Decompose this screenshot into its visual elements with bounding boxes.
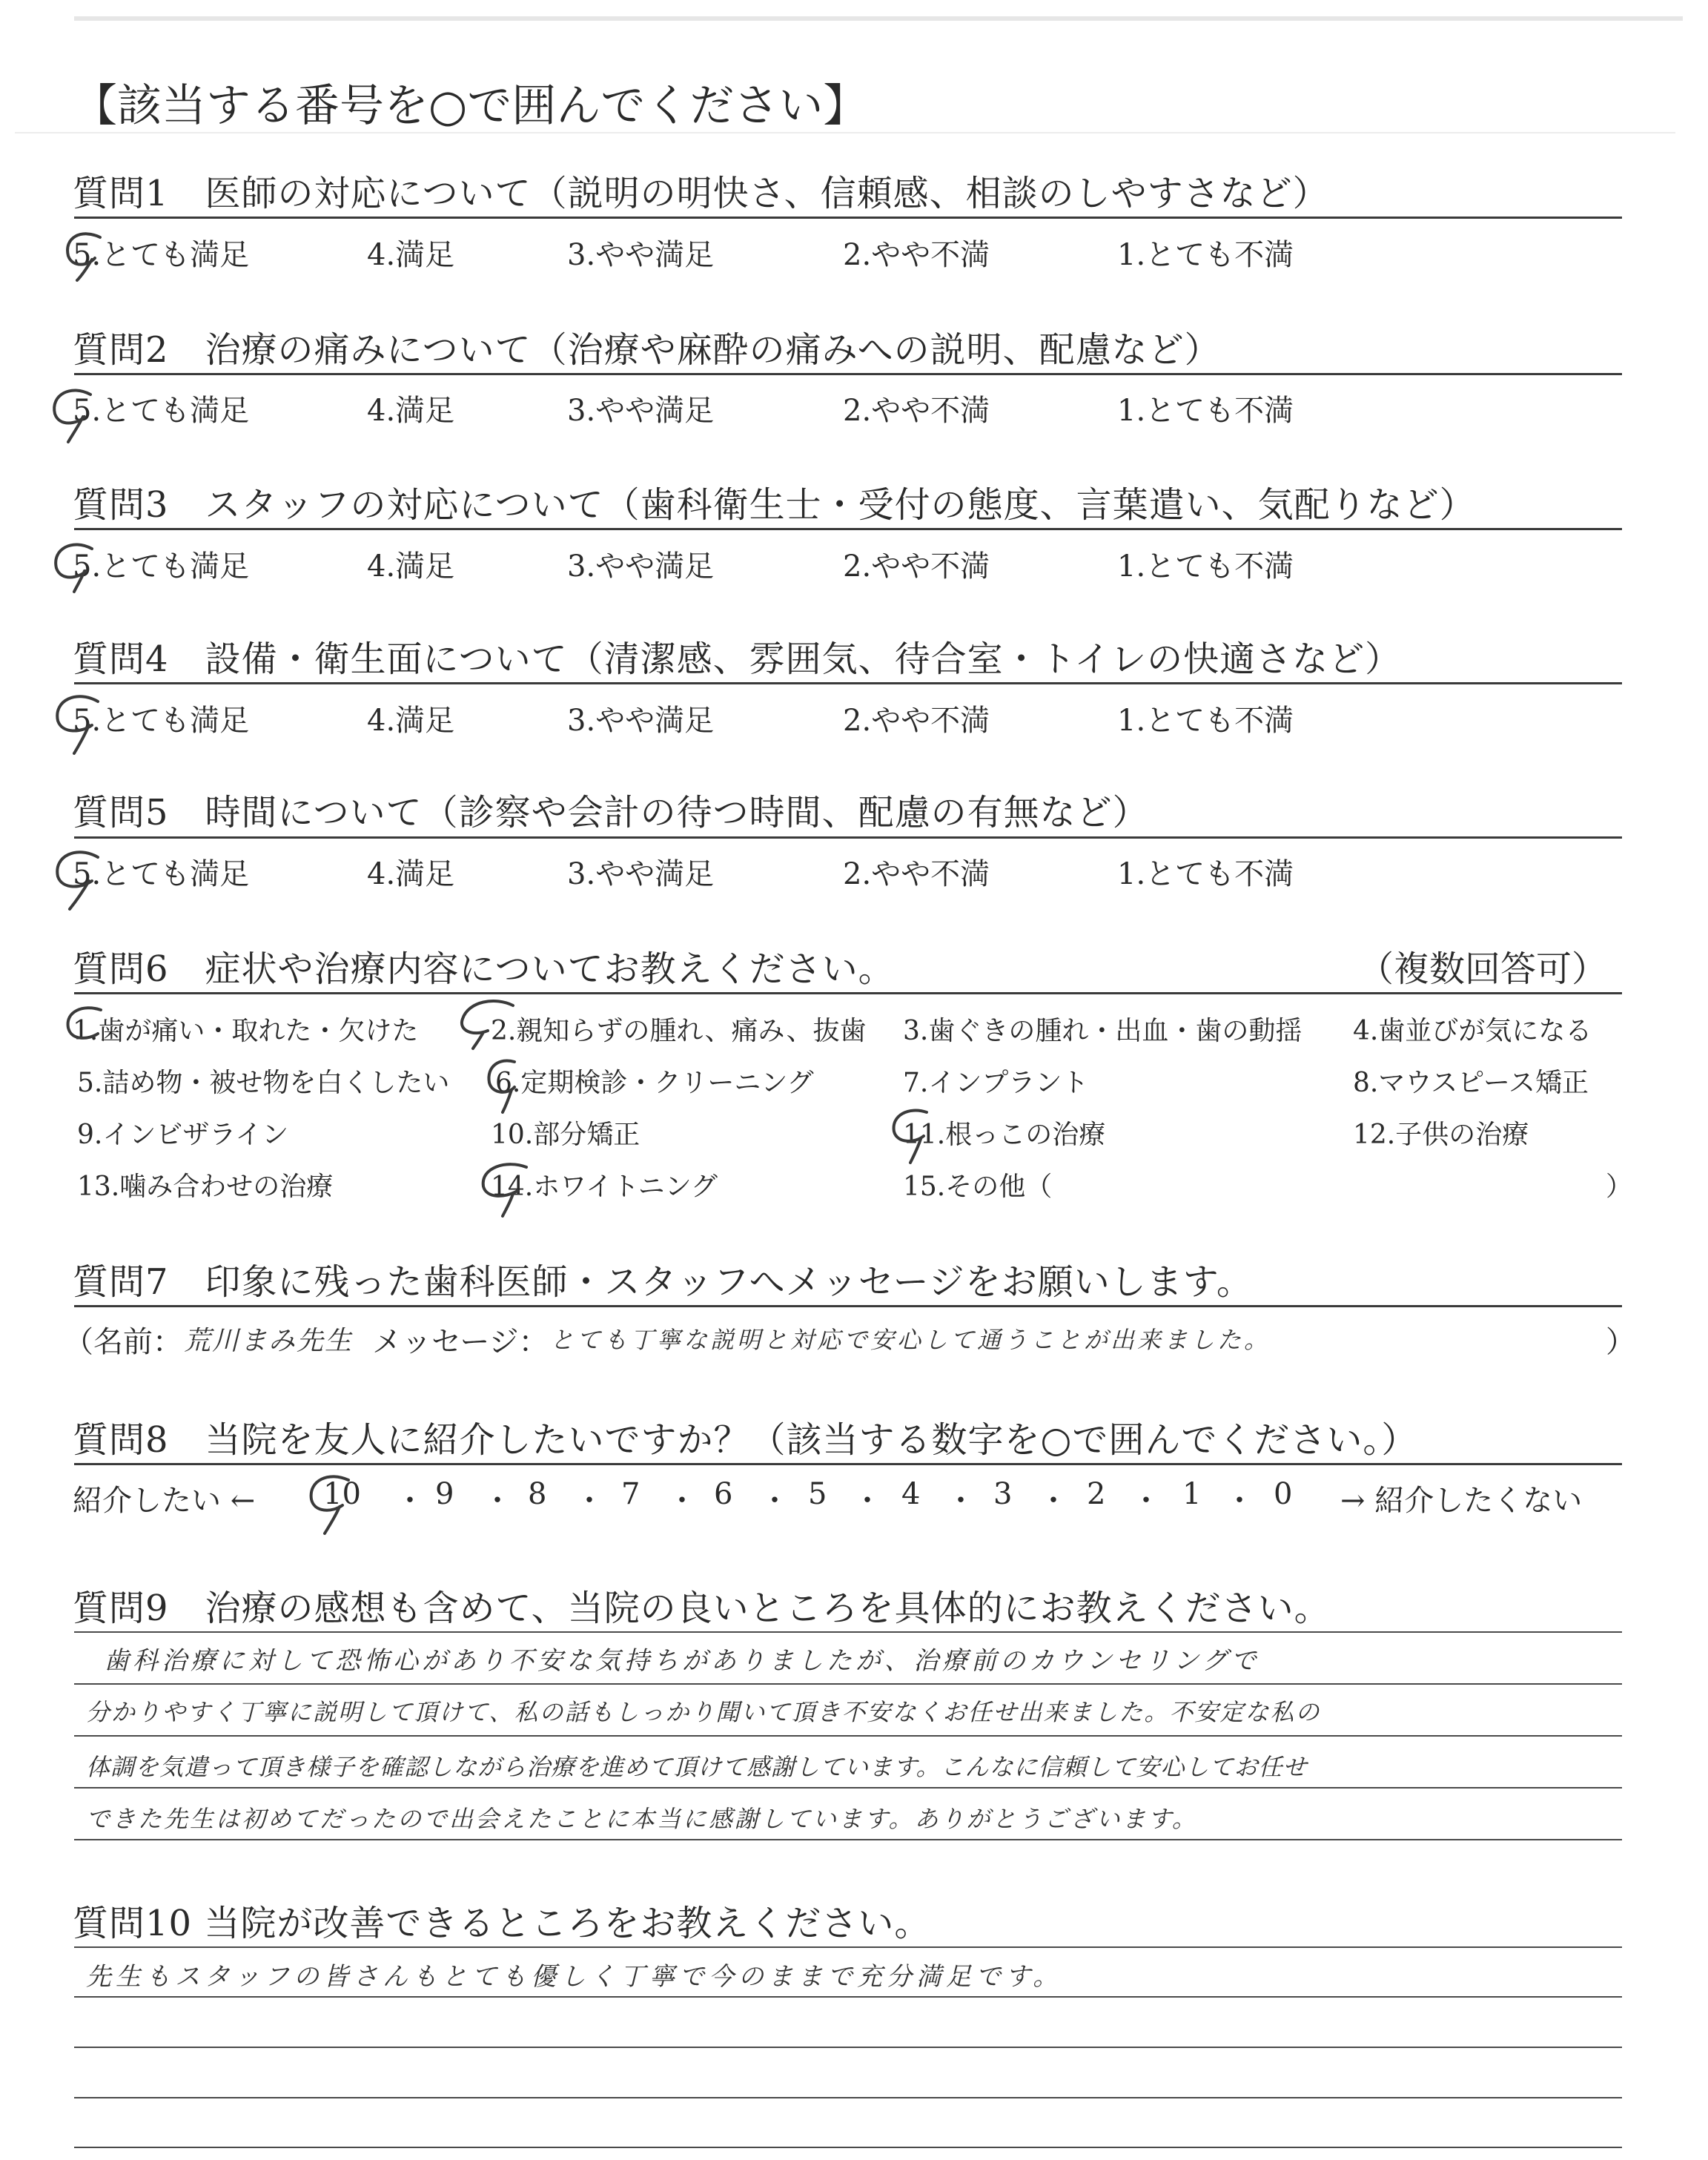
- q8-dot: ・: [667, 1484, 697, 1518]
- q2-option-5[interactable]: 5.とても満足: [73, 394, 250, 428]
- q4-option-5[interactable]: 5.とても満足: [73, 704, 250, 738]
- q8-scale-4[interactable]: 4: [901, 1477, 921, 1511]
- q5-circle-mark: [49, 839, 123, 914]
- question-10-title: 質問10 当院が改善できるところをお教えください。: [73, 1903, 931, 1944]
- question-6-note: （複数回答可）: [1358, 948, 1608, 990]
- q7-name-label: （名前：: [64, 1325, 182, 1359]
- q8-scale-8[interactable]: 8: [528, 1477, 547, 1511]
- q5-option-1[interactable]: 1.とても不満: [1117, 857, 1294, 891]
- question-2-rule: [74, 373, 1622, 375]
- q10-answer-line-1: 先生もスタッフの皆さんもとても優しく丁寧で今のままで充分満足です。: [86, 1962, 1063, 1992]
- q10-rule-4: [74, 2147, 1622, 2148]
- q2-option-2[interactable]: 2.やや不満: [843, 394, 990, 428]
- q8-scale-3[interactable]: 3: [993, 1477, 1013, 1511]
- q7-message-label: メッセージ：: [372, 1325, 549, 1359]
- q8-scale-10[interactable]: 10: [323, 1477, 361, 1511]
- q2-option-3[interactable]: 3.やや満足: [567, 394, 715, 428]
- q3-circle-mark: [47, 532, 114, 599]
- q6-option-2[interactable]: 2.親知らずの腫れ、痛み、抜歯: [491, 1016, 867, 1046]
- q8-scale-7[interactable]: 7: [621, 1477, 640, 1511]
- q10-rule-0: [74, 1946, 1622, 1948]
- q9-rule-0: [74, 1631, 1622, 1633]
- q2-option-4[interactable]: 4.満足: [367, 394, 455, 428]
- q8-right-label: → 紹介したくない: [1340, 1484, 1583, 1518]
- q9-rule-2: [74, 1735, 1622, 1737]
- q8-10-circle-mark: [302, 1467, 369, 1541]
- q8-scale-0[interactable]: 0: [1274, 1477, 1293, 1511]
- q3-option-1[interactable]: 1.とても不満: [1117, 549, 1294, 584]
- q8-dot: ・: [1225, 1484, 1254, 1518]
- q9-answer-line-2: 分かりやすく丁寧に説明して頂けて、私の話もしっかり聞いて頂き不安なくお任せ出来ました。不安定な私の: [86, 1698, 1321, 1726]
- q6-1-circle-mark: [59, 1001, 126, 1053]
- question-1-rule: [74, 217, 1622, 219]
- q8-scale-5[interactable]: 5: [808, 1477, 827, 1511]
- q4-option-4[interactable]: 4.満足: [367, 704, 455, 738]
- q8-dot: ・: [1131, 1484, 1161, 1518]
- q5-option-4[interactable]: 4.満足: [367, 857, 455, 891]
- question-5-rule: [74, 836, 1622, 839]
- q9-rule-1: [74, 1683, 1622, 1685]
- q5-option-3[interactable]: 3.やや満足: [567, 857, 715, 891]
- q6-option-14[interactable]: 14.ホワイトニング: [491, 1172, 718, 1202]
- q6-2-circle-mark: [454, 994, 520, 1060]
- page-title: 【該当する番号を○で囲んでください】: [73, 80, 868, 132]
- q6-14-circle-mark: [474, 1157, 541, 1223]
- question-4-rule: [74, 682, 1622, 684]
- q8-dot: ・: [946, 1484, 976, 1518]
- q9-rule-4: [74, 1839, 1622, 1840]
- q10-rule-2: [74, 2047, 1622, 2048]
- q3-option-3[interactable]: 3.やや満足: [567, 549, 715, 584]
- q6-option-6[interactable]: 6.定期検診・クリーニング: [495, 1068, 814, 1098]
- question-4-title: 質問4 設備・衛生面について（清潔感、雰囲気、待合室・トイレの快適さなど）: [73, 638, 1402, 680]
- question-3-title: 質問3 スタッフの対応について（歯科衛生士・受付の態度、言葉遣い、気配りなど）: [73, 484, 1476, 526]
- question-9-title: 質問9 治療の感想も含めて、当院の良いところを具体的にお教えください。: [73, 1588, 1331, 1629]
- q7-name-value: 荒川まみ先生: [184, 1326, 354, 1356]
- q6-option-8[interactable]: 8.マウスピース矯正: [1353, 1068, 1589, 1098]
- q5-option-2[interactable]: 2.やや不満: [843, 857, 990, 891]
- question-6-title: 質問6 症状や治療内容についてお教えください。: [73, 948, 895, 990]
- q5-option-5[interactable]: 5.とても満足: [73, 857, 250, 891]
- q3-option-5[interactable]: 5.とても満足: [73, 549, 250, 584]
- q9-answer-line-1: 歯科治療に対して恐怖心があり不安な気持ちがありましたが、治療前のカウンセリングで: [104, 1646, 1260, 1676]
- question-2-title: 質問2 治療の痛みについて（治療や麻酔の痛みへの説明、配慮など）: [73, 329, 1221, 371]
- q2-option-1[interactable]: 1.とても不満: [1117, 394, 1294, 428]
- q1-option-2[interactable]: 2.やや不満: [843, 238, 990, 272]
- q1-option-4[interactable]: 4.満足: [367, 238, 455, 272]
- q10-rule-3: [74, 2097, 1622, 2098]
- q6-option-15-close: ）: [1606, 1172, 1633, 1202]
- q6-option-4[interactable]: 4.歯並びが気になる: [1353, 1016, 1592, 1046]
- q1-option-3[interactable]: 3.やや満足: [567, 238, 715, 272]
- q8-scale-1[interactable]: 1: [1182, 1477, 1202, 1511]
- q8-scale-2[interactable]: 2: [1087, 1477, 1106, 1511]
- q6-option-15[interactable]: 15.その他（: [903, 1172, 1053, 1202]
- question-5-title: 質問5 時間について（診察や会計の待つ時間、配慮の有無など）: [73, 792, 1149, 833]
- q1-circle-mark: [59, 222, 119, 282]
- q7-message-value: とても丁寧な説明と対応で安心して通うことが出来ました。: [550, 1326, 1271, 1354]
- q6-option-7[interactable]: 7.インプラント: [903, 1068, 1089, 1098]
- q4-option-1[interactable]: 1.とても不満: [1117, 704, 1294, 738]
- q4-option-3[interactable]: 3.やや満足: [567, 704, 715, 738]
- q9-rule-3: [74, 1787, 1622, 1789]
- question-8-title: 質問8 当院を友人に紹介したいですか？（該当する数字を○で囲んでください。）: [73, 1419, 1418, 1461]
- q8-dot: ・: [483, 1484, 512, 1518]
- question-3-rule: [74, 528, 1622, 530]
- q8-dot: ・: [760, 1484, 790, 1518]
- q6-6-circle-mark: [482, 1053, 534, 1120]
- question-1-title: 質問1 医師の対応について（説明の明快さ、信頼感、相談のしやすさなど）: [73, 173, 1329, 214]
- q8-dot: ・: [1039, 1484, 1068, 1518]
- q8-left-label: 紹介したい ←: [73, 1484, 256, 1518]
- q6-option-3[interactable]: 3.歯ぐきの腫れ・出血・歯の動揺: [903, 1016, 1302, 1046]
- question-7-rule: [74, 1305, 1622, 1307]
- q6-option-10[interactable]: 10.部分矯正: [491, 1120, 640, 1150]
- q2-circle-mark: [46, 378, 113, 445]
- q4-option-2[interactable]: 2.やや不満: [843, 704, 990, 738]
- q7-close: ）: [1606, 1325, 1635, 1359]
- q4-circle-mark: [49, 684, 123, 758]
- q8-dot: ・: [575, 1484, 604, 1518]
- q1-option-1[interactable]: 1.とても不満: [1117, 238, 1294, 272]
- q6-option-13[interactable]: 13.噛み合わせの治療: [77, 1172, 334, 1202]
- question-7-title: 質問7 印象に残った歯科医師・スタッフへメッセージをお願いします。: [73, 1261, 1253, 1303]
- q8-scale-6[interactable]: 6: [714, 1477, 733, 1511]
- q6-option-12[interactable]: 12.子供の治療: [1353, 1120, 1529, 1150]
- q8-dot: ・: [395, 1484, 425, 1518]
- q6-option-9[interactable]: 9.インビザライン: [77, 1120, 289, 1150]
- question-6-rule: [74, 992, 1622, 994]
- q6-11-circle-mark: [887, 1103, 946, 1170]
- q3-option-2[interactable]: 2.やや不満: [843, 549, 990, 584]
- q8-dot: ・: [853, 1484, 882, 1518]
- q9-answer-line-4: できた先生は初めてだったので出会えたことに本当に感謝しています。ありがとうございます。: [86, 1805, 1198, 1833]
- question-8-rule: [74, 1463, 1622, 1465]
- q9-answer-line-3: 体調を気遣って頂き様子を確認しながら治療を進めて頂けて感謝しています。こんなに信頼して安心してお任せ: [86, 1753, 1308, 1781]
- q6-option-11[interactable]: 11.根っこの治療: [903, 1120, 1106, 1150]
- q6-option-5[interactable]: 5.詰め物・被せ物を白くしたい: [77, 1068, 450, 1098]
- q1-option-5[interactable]: 5.とても満足: [73, 238, 250, 272]
- q3-option-4[interactable]: 4.満足: [367, 549, 455, 584]
- q10-rule-1: [74, 1996, 1622, 1998]
- q6-option-1[interactable]: 1.歯が痛い・取れた・欠けた: [73, 1016, 419, 1046]
- q8-scale-9[interactable]: 9: [435, 1477, 454, 1511]
- top-border: [74, 16, 1683, 21]
- title-divider: [15, 132, 1675, 133]
